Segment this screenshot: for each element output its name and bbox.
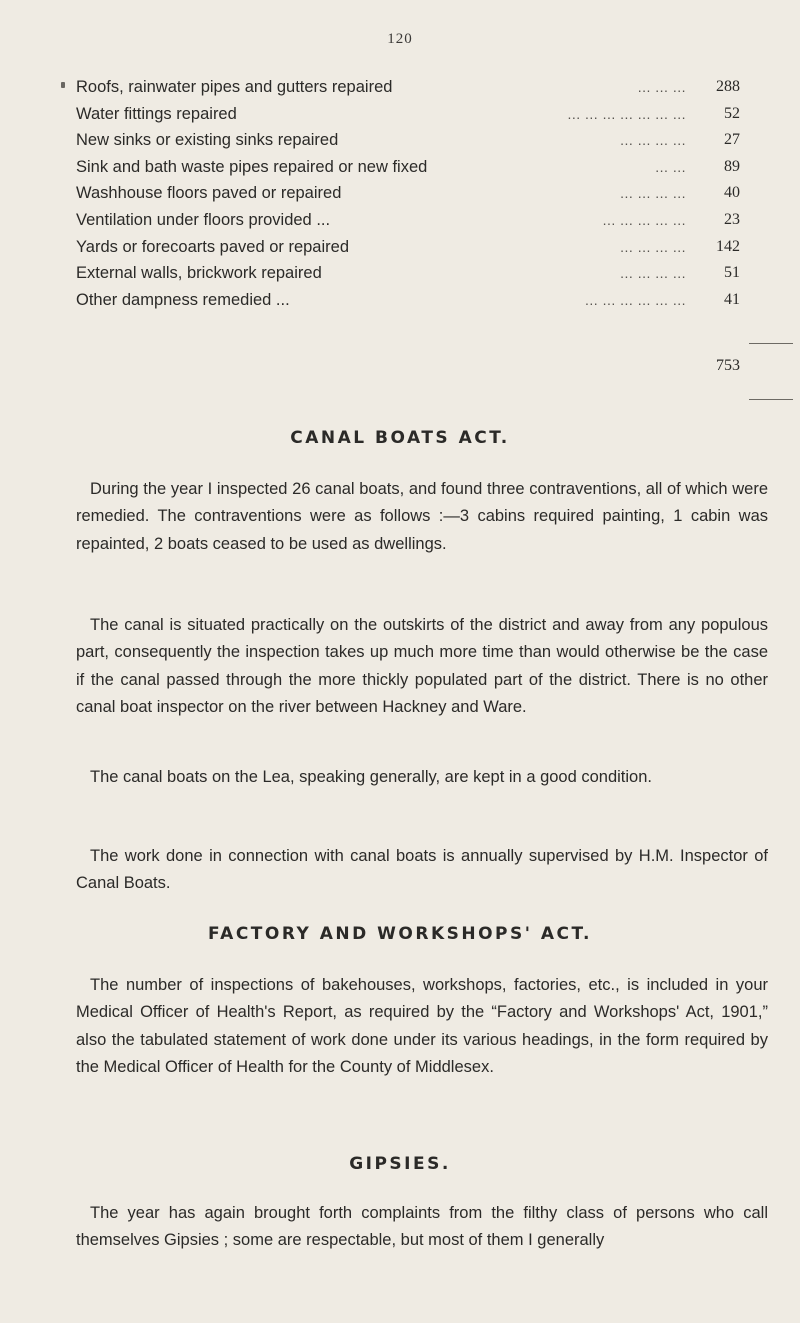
total-rule-top	[749, 343, 793, 344]
table-row	[76, 101, 746, 128]
table-row	[76, 74, 746, 101]
page-number: 120	[387, 31, 413, 47]
row-leader-dots: ... ... ... ...	[620, 265, 686, 282]
row-label: Water fittings repaired	[76, 104, 237, 123]
paragraph-canal-1: During the year I inspected 26 canal boats, and found three contraventions, all of which were remedied. The contraventions were as follows :—3 cabins required painting, 1 cabin was repainted, 2 boats ceased to be used as dwellings.	[76, 480, 768, 553]
row-leader-dots: ... ... ...	[637, 79, 686, 95]
table-row	[76, 260, 746, 287]
table-row	[76, 234, 746, 261]
row-value: 23	[724, 210, 740, 228]
row-value: 40	[724, 184, 740, 202]
row-label: New sinks or existing sinks repaired	[76, 131, 339, 150]
row-leader-dots: ... ... ... ...	[620, 132, 686, 149]
table-row	[76, 127, 746, 154]
row-value: 142	[716, 237, 740, 255]
table-row	[76, 207, 746, 234]
row-value: 52	[724, 104, 740, 122]
table-row	[76, 154, 746, 181]
row-label: Ventilation under floors provided ...	[76, 210, 331, 229]
row-value: 27	[724, 131, 740, 149]
table-total: 753	[716, 357, 740, 374]
heading-canal-boats-act: CANAL BOATS ACT.	[290, 428, 510, 448]
bullet-mark	[61, 82, 65, 88]
paragraph-canal-4: The work done in connection with canal boats is annually supervised by H.M. Inspector of Canal Boats.	[76, 847, 768, 893]
row-leader-dots: ... ... ... ... ... ... ...	[567, 105, 686, 122]
row-label: External walls, brickwork repaired	[76, 264, 322, 283]
row-leader-dots: ... ... ... ...	[620, 185, 686, 202]
row-label: Other dampness remedied ...	[76, 290, 290, 309]
paragraph-gipsies-1: The year has again brought forth complaints from the filthy class of persons who call themselves Gipsies ; some are respectable, but most of them I generally	[76, 1204, 768, 1250]
paragraph-factory-1: The number of inspections of bakehouses, workshops, factories, etc., is included in your Medical Officer of Health's Report, as required by the “Factory and Workshops' Act, 1901,” also the tabulated statement of work done under its various headings, in the form required by the Medical Officer of Health for the County of Middlesex.	[76, 976, 768, 1077]
row-leader-dots: ... ... ... ... ...	[602, 211, 686, 228]
row-label: Washhouse floors paved or repaired	[76, 184, 342, 203]
heading-factory-workshops-act: FACTORY AND WORKSHOPS' ACT.	[208, 924, 592, 944]
paragraph-canal-2: The canal is situated practically on the outskirts of the district and away from any populous part, consequently the inspection takes up much more time than would otherwise be the case if the canal passed through the more thickly populated part of the district. There is no other canal boat inspector on the river between Hackney and Ware.	[76, 616, 768, 717]
repairs-table	[76, 74, 746, 313]
paragraph-canal-3: The canal boats on the Lea, speaking generally, are kept in a good condition.	[90, 768, 652, 786]
row-label: Roofs, rainwater pipes and gutters repaired	[76, 78, 393, 96]
total-rule-bottom	[749, 399, 793, 400]
table-row	[76, 287, 746, 314]
row-label: Yards or forecoarts paved or repaired	[76, 237, 349, 256]
table-row	[76, 180, 746, 207]
row-leader-dots: ... ... ... ...	[620, 238, 686, 255]
row-leader-dots: ... ... ... ... ... ...	[585, 291, 686, 308]
row-value: 89	[724, 157, 740, 175]
row-value: 41	[724, 290, 740, 308]
row-label: Sink and bath waste pipes repaired or new fixed	[76, 157, 428, 176]
row-value: 288	[716, 78, 740, 95]
heading-gipsies: GIPSIES.	[349, 1154, 451, 1174]
row-leader-dots: ... ...	[655, 158, 686, 175]
row-value: 51	[724, 264, 740, 282]
